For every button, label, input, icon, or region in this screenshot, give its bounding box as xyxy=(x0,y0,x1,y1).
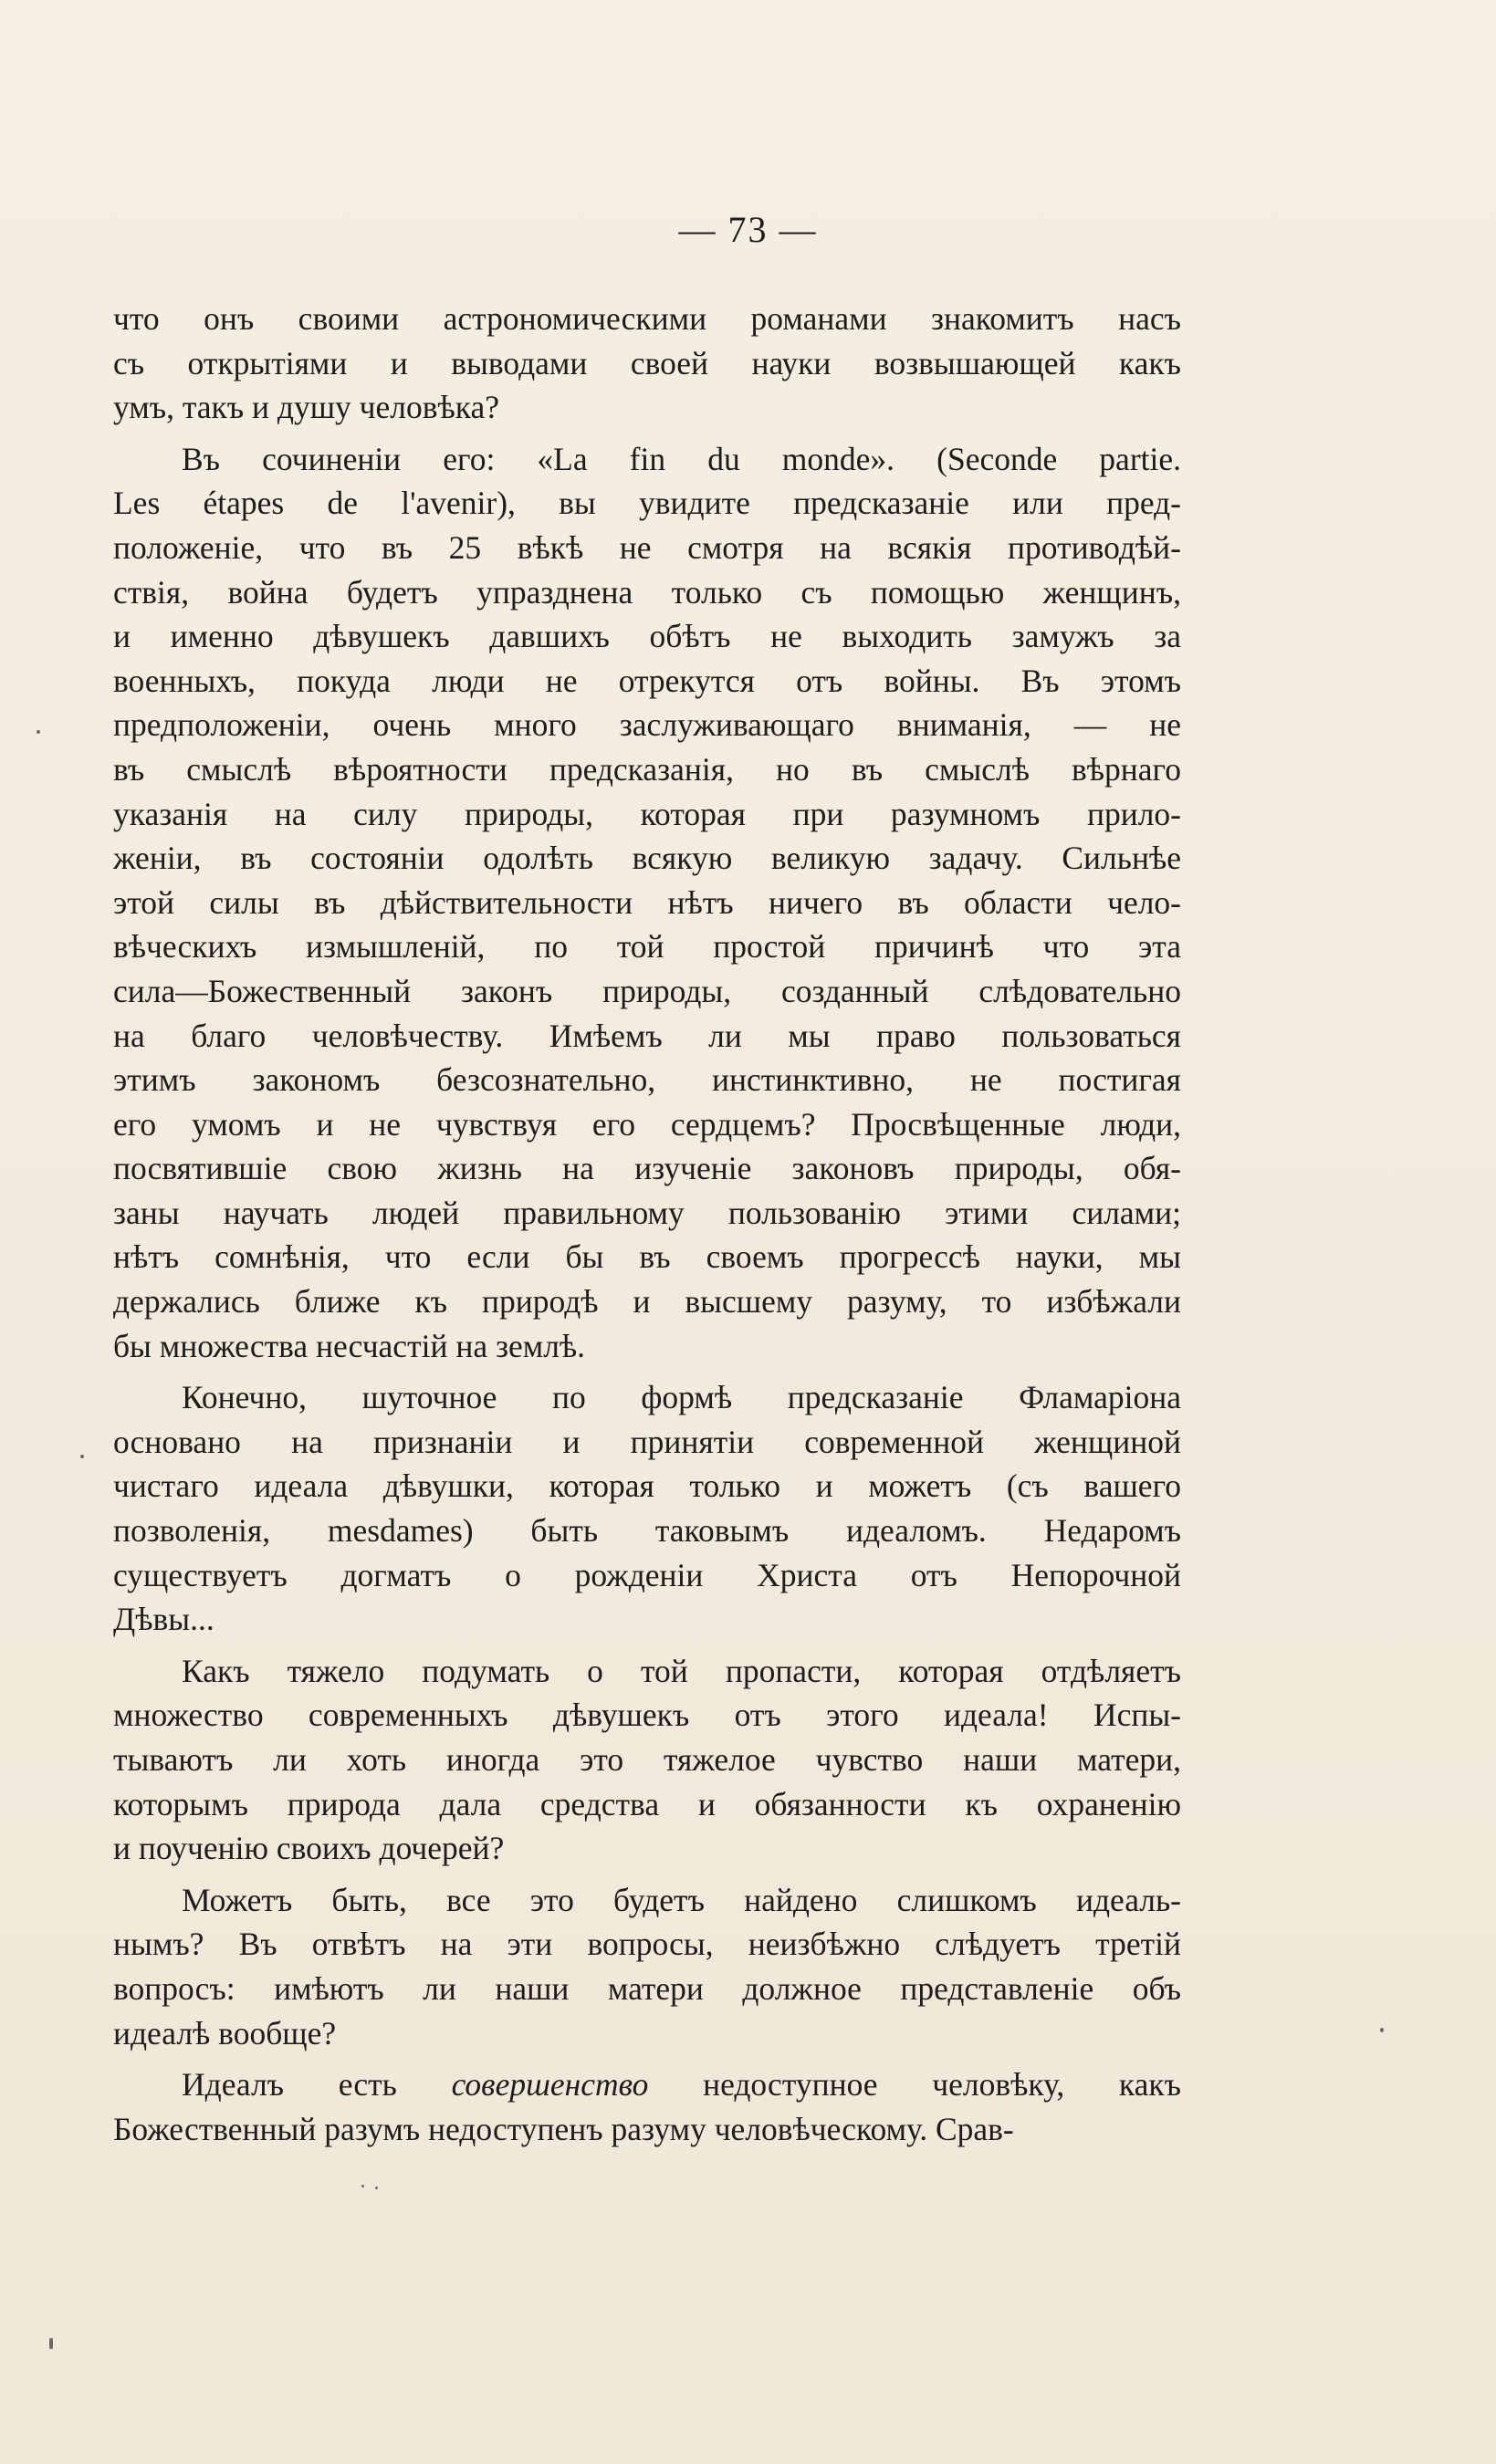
paper-speck xyxy=(80,1455,84,1458)
text-line: Конечно, шуточное по формѣ предсказаніе Фламаріона xyxy=(182,1379,1181,1416)
text-line: сила—Божественный законъ природы, созданный слѣдовательно xyxy=(113,972,1181,1009)
paragraph xyxy=(113,437,1181,1368)
text-line: съ открытіями и выводами своей науки возвышающей какъ xyxy=(113,344,1181,381)
text-line: Les étapes de l'avenir), вы увидите предсказаніе или пред- xyxy=(113,485,1181,522)
text-line: на благо человѣчеству. Имѣемъ ли мы право пользоваться xyxy=(113,1017,1181,1054)
paper-speck xyxy=(375,2187,378,2189)
page-number: — 73 — xyxy=(678,209,818,250)
text-line: вѣческихъ измышленій, по той простой причинѣ что эта xyxy=(113,928,1181,966)
text-line: въ смыслѣ вѣроятности предсказанія, но въ смыслѣ вѣрнаго xyxy=(113,750,1181,788)
paper-speck xyxy=(361,2185,364,2187)
text-line: предположеніи, очень много заслуживающаго вниманія, — не xyxy=(113,706,1181,744)
text-line: что онъ своими астрономическими романами знакомитъ насъ xyxy=(113,300,1181,337)
paragraph xyxy=(113,297,1181,430)
paragraph xyxy=(113,1375,1181,1642)
text-line: множество современныхъ дѣвушекъ отъ этого идеала! Испы- xyxy=(113,1697,1181,1734)
text-line: положеніе, что въ 25 вѣкѣ не смотря на всякія противодѣй- xyxy=(113,528,1181,566)
text-line: идеалѣ вообще? xyxy=(113,2014,337,2052)
text-line: нѣтъ сомнѣнія, что если бы въ своемъ прогрессѣ науки, мы xyxy=(113,1238,1181,1276)
text-line: Идеалъ есть совершенство недоступное человѣку, какъ xyxy=(182,2066,1181,2104)
paper-speck xyxy=(49,2338,53,2349)
text-line: и поученію своихъ дочерей? xyxy=(113,1830,505,1867)
text-line: держались ближе къ природѣ и высшему разуму, то избѣжали xyxy=(113,1283,1181,1321)
text-line: Божественный разумъ недоступенъ разуму человѣческому. Срав- xyxy=(113,2110,1014,2147)
paragraph xyxy=(113,2062,1181,2151)
text-line: бы множества несчастій на землѣ. xyxy=(113,1327,586,1364)
text-line: тываютъ ли хоть иногда это тяжелое чувство наши матери, xyxy=(113,1741,1181,1778)
text-line: военныхъ, покуда люди не отрекутся отъ войны. Въ этомъ xyxy=(113,662,1181,699)
paper-speck xyxy=(1380,2028,1384,2032)
text-line: Дѣвы... xyxy=(113,1601,214,1638)
text-line: этимъ закономъ безсознательно, инстинктивно, не постигая xyxy=(113,1061,1181,1099)
text-line: и именно дѣвушекъ давшихъ обѣтъ не выходить замужъ за xyxy=(113,618,1181,655)
text-line: его умомъ и не чувствуя его сердцемъ? Просвѣщенные люди, xyxy=(113,1105,1181,1143)
body-text xyxy=(113,297,1181,2158)
paper-speck xyxy=(37,730,40,734)
text-line: женіи, въ состояніи одолѣть всякую великую задачу. Сильнѣе xyxy=(113,840,1181,877)
text-line: посвятившіе свою жизнь на изученіе законовъ природы, обя- xyxy=(113,1150,1181,1187)
text-line: вопросъ: имѣютъ ли наши матери должное представленіе объ xyxy=(113,1969,1181,2007)
text-line: Въ сочиненіи его: «La fin du monde». (Seconde partie. xyxy=(182,440,1181,477)
text-line: основано на признаніи и принятіи современной женщиной xyxy=(113,1423,1181,1460)
text-line: Можетъ быть, все это будетъ найдено слишкомъ идеаль- xyxy=(182,1881,1181,1918)
text-line: заны научать людей правильному пользованію этими силами; xyxy=(113,1194,1181,1231)
text-line: нымъ? Въ отвѣтъ на эти вопросы, неизбѣжно слѣдуетъ третій xyxy=(113,1926,1181,1963)
text-line: умъ, такъ и душу человѣка? xyxy=(113,389,500,426)
text-line: Какъ тяжело подумать о той пропасти, которая отдѣляетъ xyxy=(182,1652,1181,1689)
text-line: указанія на силу природы, которая при разумномъ прило- xyxy=(113,795,1181,832)
text-line: чистаго идеала дѣвушки, которая только и можетъ (съ вашего xyxy=(113,1467,1181,1505)
emphasis: совершенство xyxy=(451,2066,649,2104)
paragraph xyxy=(113,1878,1181,2055)
paragraph xyxy=(113,1649,1181,1871)
text-line: которымъ природа дала средства и обязанности къ охраненію xyxy=(113,1785,1181,1822)
text-line: позволенія, mesdames) быть таковымъ идеаломъ. Недаромъ xyxy=(113,1512,1181,1550)
text-line: существуетъ догматъ о рожденіи Христа отъ Непорочной xyxy=(113,1556,1181,1593)
text-line: этой силы въ дѣйствительности нѣтъ ничего въ области чело- xyxy=(113,883,1181,921)
text-line: ствія, война будетъ упразднена только съ помощью женщинъ, xyxy=(113,573,1181,611)
